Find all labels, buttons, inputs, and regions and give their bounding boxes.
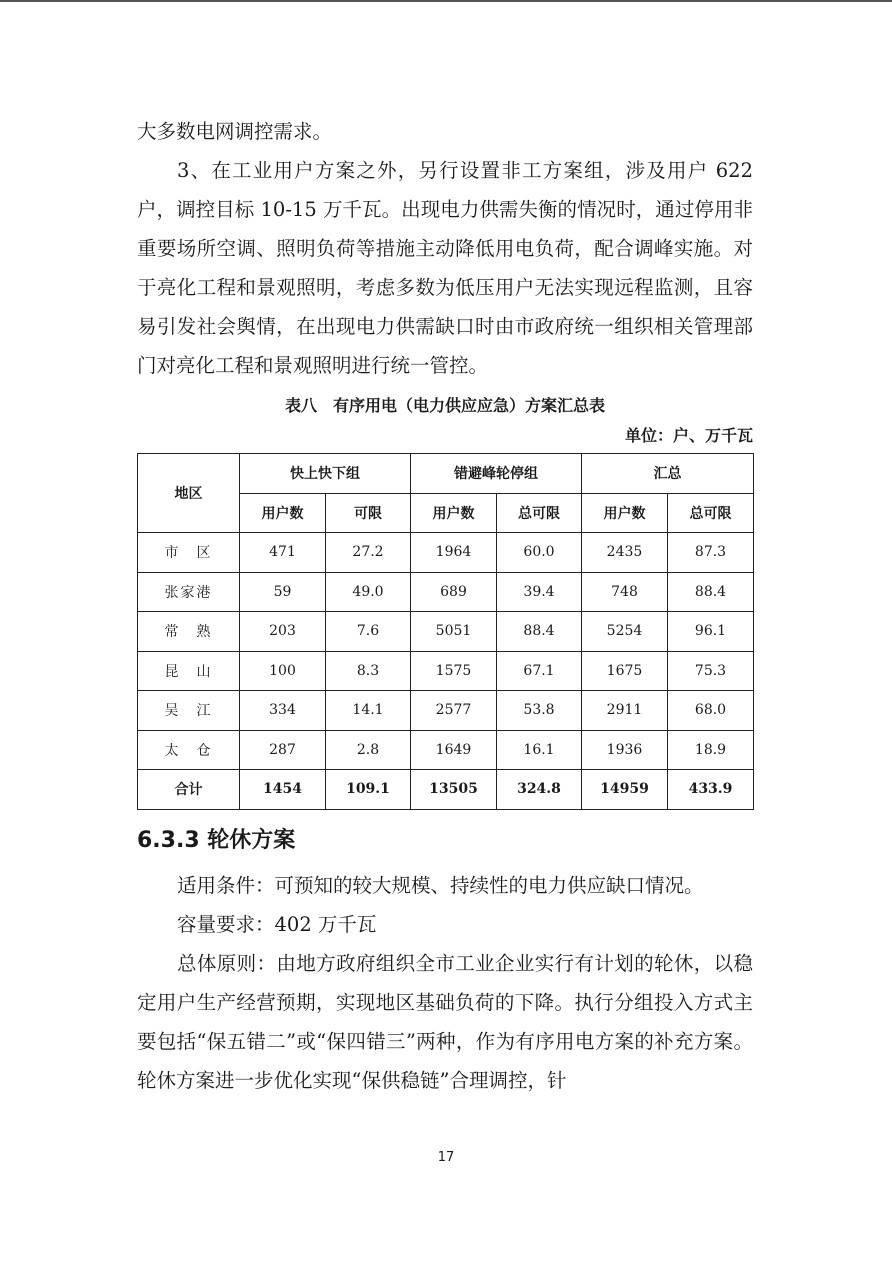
table-row <box>138 691 754 731</box>
cell-value: 2911 <box>582 691 668 731</box>
cell-value: 59 <box>240 572 326 612</box>
cell-value: 1964 <box>411 533 497 573</box>
cell-total-label: 合计 <box>138 770 240 810</box>
subheader-total-limit: 总可限 <box>497 493 582 533</box>
cell-value: 8.3 <box>326 651 411 691</box>
cell-value: 471 <box>240 533 326 573</box>
cell-value: 88.4 <box>497 612 582 652</box>
cell-value: 16.1 <box>497 730 582 770</box>
cell-value: 100 <box>240 651 326 691</box>
section-heading: 6.3.3 轮休方案 <box>137 827 296 853</box>
cell-value: 68.0 <box>668 691 754 731</box>
cell-value: 96.1 <box>668 612 754 652</box>
table-row <box>138 572 754 612</box>
paragraph-conditions: 适用条件：可预知的较大规模、持续性的电力供应缺口情况。 <box>177 873 704 897</box>
cell-value: 689 <box>411 572 497 612</box>
cell-value: 88.4 <box>668 572 754 612</box>
cell-value: 203 <box>240 612 326 652</box>
cell-total-value: 13505 <box>411 770 497 810</box>
document-page <box>137 112 753 1100</box>
cell-total-value: 324.8 <box>497 770 582 810</box>
cell-value: 287 <box>240 730 326 770</box>
cell-value: 49.0 <box>326 572 411 612</box>
table-row <box>138 651 754 691</box>
header-group-summary: 汇总 <box>582 454 754 494</box>
cell-value: 2435 <box>582 533 668 573</box>
cell-value: 5254 <box>582 612 668 652</box>
header-group-fast: 快上快下组 <box>240 454 411 494</box>
cell-value: 2577 <box>411 691 497 731</box>
summary-table <box>137 453 754 810</box>
paragraph-capacity: 容量要求：402 万千瓦 <box>177 912 377 936</box>
cell-value: 18.9 <box>668 730 754 770</box>
paragraph-principle: 总体原则：由地方政府组织全市工业企业实行有计划的轮休，以稳定用户生产经营预期，实现地区基础负荷的下降。执行分组投入方式主要包括“保五错二”或“保四错三”两种，作为有序用电方案的补充方案。轮休方案进一步优化实现“保供稳链”合理调控，针 <box>137 951 753 1092</box>
cell-region: 常 熟 <box>138 612 240 652</box>
cell-region: 市 区 <box>138 533 240 573</box>
cell-total-value: 1454 <box>240 770 326 810</box>
cell-value: 5051 <box>411 612 497 652</box>
table-row <box>138 612 754 652</box>
cell-value: 75.3 <box>668 651 754 691</box>
cell-region: 吴 江 <box>138 691 240 731</box>
cell-value: 7.6 <box>326 612 411 652</box>
cell-total-value: 109.1 <box>326 770 411 810</box>
cell-value: 1575 <box>411 651 497 691</box>
cell-value: 1936 <box>582 730 668 770</box>
cell-value: 1675 <box>582 651 668 691</box>
header-region: 地区 <box>138 454 240 533</box>
cell-value: 27.2 <box>326 533 411 573</box>
page-number: 17 <box>437 1150 455 1165</box>
table-row <box>138 533 754 573</box>
cell-value: 2.8 <box>326 730 411 770</box>
table-title: 表八 有序用电（电力供应应急）方案汇总表 <box>284 396 605 415</box>
table-unit: 单位：户、万千瓦 <box>624 426 753 445</box>
subheader-limit: 可限 <box>326 493 411 533</box>
cell-value: 67.1 <box>497 651 582 691</box>
table-row <box>138 730 754 770</box>
page-top-rule <box>0 0 892 2</box>
cell-value: 1649 <box>411 730 497 770</box>
paragraph-continuation: 大多数电网调控需求。 <box>137 120 333 143</box>
cell-value: 39.4 <box>497 572 582 612</box>
subheader-users: 用户数 <box>240 493 326 533</box>
table-header-row-groups <box>138 454 754 494</box>
cell-value: 748 <box>582 572 668 612</box>
table-total-row <box>138 770 754 810</box>
cell-region: 昆 山 <box>138 651 240 691</box>
cell-total-value: 433.9 <box>668 770 754 810</box>
cell-value: 60.0 <box>497 533 582 573</box>
subheader-total-limit: 总可限 <box>668 493 754 533</box>
paragraph-non-industrial-group: 3、在工业用户方案之外，另行设置非工方案组，涉及用户 622 户，调控目标 10-15 万千瓦。出现电力供需失衡的情况时，通过停用非重要场所空调、照明负荷等措施主动降低用电负荷，配合调峰实施。对于亮化工程和景观照明，考虑多数为低压用户无法实现远程监测，且容易引发社会舆情，在出现电力供需缺口时由市政府统一组织相关管理部门对亮化工程和景观照明进行统一管控。 <box>137 159 753 377</box>
header-group-rotation: 错避峰轮停组 <box>411 454 582 494</box>
subheader-users: 用户数 <box>582 493 668 533</box>
cell-value: 53.8 <box>497 691 582 731</box>
cell-value: 14.1 <box>326 691 411 731</box>
subheader-users: 用户数 <box>411 493 497 533</box>
cell-total-value: 14959 <box>582 770 668 810</box>
cell-region: 张家港 <box>138 572 240 612</box>
cell-value: 334 <box>240 691 326 731</box>
cell-region: 太 仓 <box>138 730 240 770</box>
cell-value: 87.3 <box>668 533 754 573</box>
